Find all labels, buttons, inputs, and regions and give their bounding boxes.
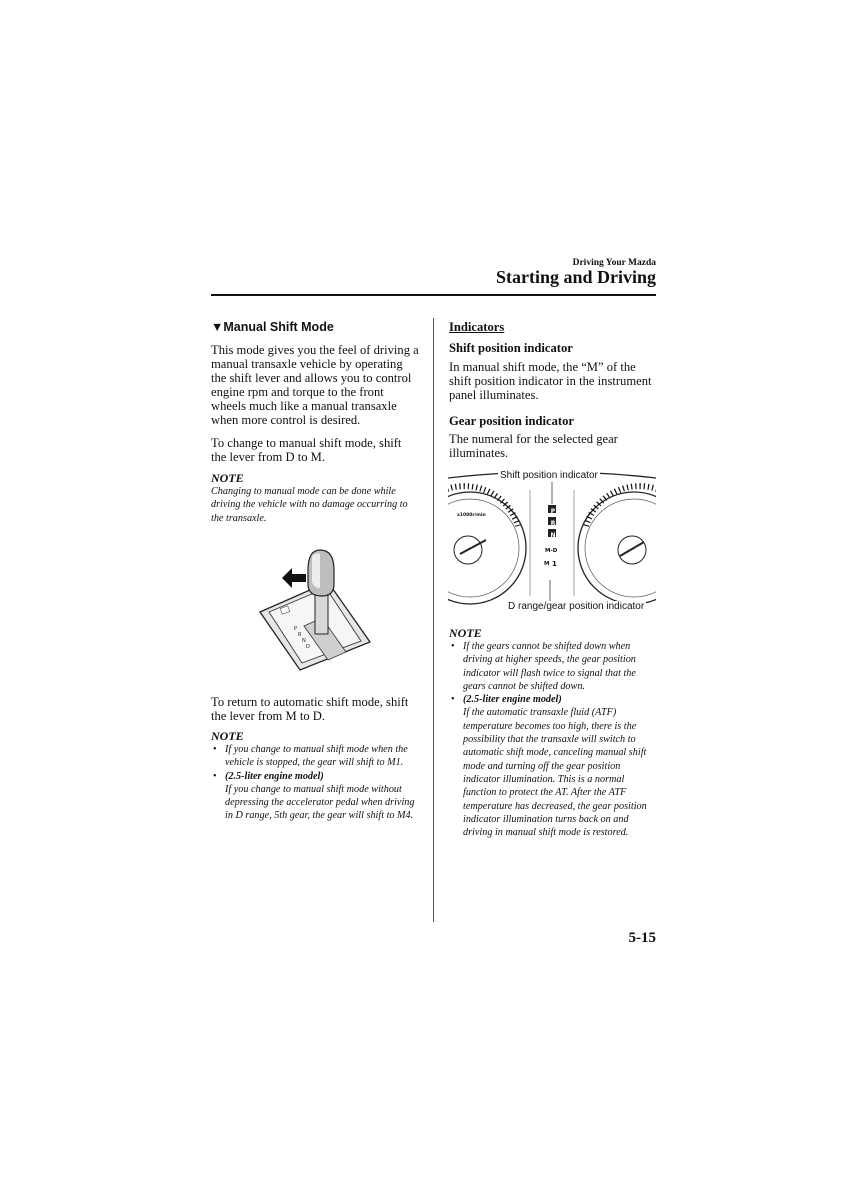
note-item-text: If the automatic transaxle fluid (ATF) temperature becomes too high, there is the possibility that the transaxle will switch to automatic shift mode, canceling manual shift mode and turning off the gear position indicator illumination. This is a normal function to protect the AT. After the ATF temperature has decreased, the gear position indicator illumination turns back on and driving in manual shift mode is restored. <box>463 707 647 839</box>
section-title-manual-shift: ▼Manual Shift Mode <box>211 320 334 334</box>
gear-letter-r: R <box>550 520 556 527</box>
note-item: • If the gears cannot be shifted down when driving at higher speeds, the gear position indicator will flash twice to signal that the gears cannot be shifted down. <box>449 640 659 693</box>
column-divider <box>433 318 434 922</box>
caption-d-range-gear-position-indicator: D range/gear position indicator <box>508 601 645 612</box>
note-text: Changing to manual mode can be done while driving the vehicle with no damage occurring to the transaxle. <box>211 486 408 524</box>
m-indicator: M <box>544 561 550 567</box>
note-heading: NOTE <box>449 626 482 640</box>
gear-letter-stack <box>550 506 556 542</box>
shift-lever-illustration <box>254 544 379 672</box>
para-return-to-auto: To return to automatic shift mode, shift the lever from M to D. <box>211 695 409 723</box>
gear-number-indicator: 1 <box>552 560 557 568</box>
note-list <box>211 743 419 823</box>
gear-position-heading: Gear position indicator <box>449 414 575 428</box>
note-item: • If you change to manual shift mode when the vehicle is stopped, the gear will shift to M1. <box>211 743 419 770</box>
caption-shift-position-indicator: Shift position indicator <box>500 470 598 481</box>
note-list <box>449 640 659 839</box>
section-header: Driving Your Mazda <box>572 258 656 268</box>
note-item-text: If you change to manual shift mode without depressing the accelerator pedal when driving in D range, 5th gear, the gear will shift to M4. <box>225 783 415 822</box>
note-heading: NOTE <box>211 729 244 743</box>
shift-position-heading: Shift position indicator <box>449 341 573 355</box>
instrument-cluster-figure <box>448 468 656 614</box>
para-manual-mode-intro: This mode gives you the feel of driving a manual transaxle vehicle by operating the shift lever and allows you to control engine rpm and torque to the front wheels much like a manual transaxle when more control is desired. <box>211 343 419 427</box>
para-change-to-manual: To change to manual shift mode, shift the lever from D to M. <box>211 436 402 464</box>
tachometer-label: x1000r/min <box>457 513 486 518</box>
header-rule <box>211 294 656 296</box>
svg-text:P: P <box>294 626 298 632</box>
note-item-bold: (2.5-liter engine model) <box>463 694 562 706</box>
md-indicator: M-D <box>545 548 558 554</box>
gear-letter-p: P <box>550 508 556 515</box>
note-item <box>449 693 659 839</box>
gear-letter-n: N <box>550 532 556 539</box>
note-heading: NOTE <box>211 471 244 485</box>
svg-text:N: N <box>302 638 306 644</box>
svg-text:R: R <box>298 632 302 638</box>
svg-text:D: D <box>306 644 310 650</box>
gear-position-text: The numeral for the selected gear illuminates. <box>449 432 618 460</box>
shift-position-text: In manual shift mode, the “M” of the shift position indicator in the instrument panel illuminates. <box>449 360 652 402</box>
page-number: 5-15 <box>628 930 656 946</box>
indicators-heading: Indicators <box>449 320 505 334</box>
note-item-bold: (2.5-liter engine model) <box>225 770 324 782</box>
chapter-title: Starting and Driving <box>495 267 656 287</box>
note-item <box>211 770 419 823</box>
